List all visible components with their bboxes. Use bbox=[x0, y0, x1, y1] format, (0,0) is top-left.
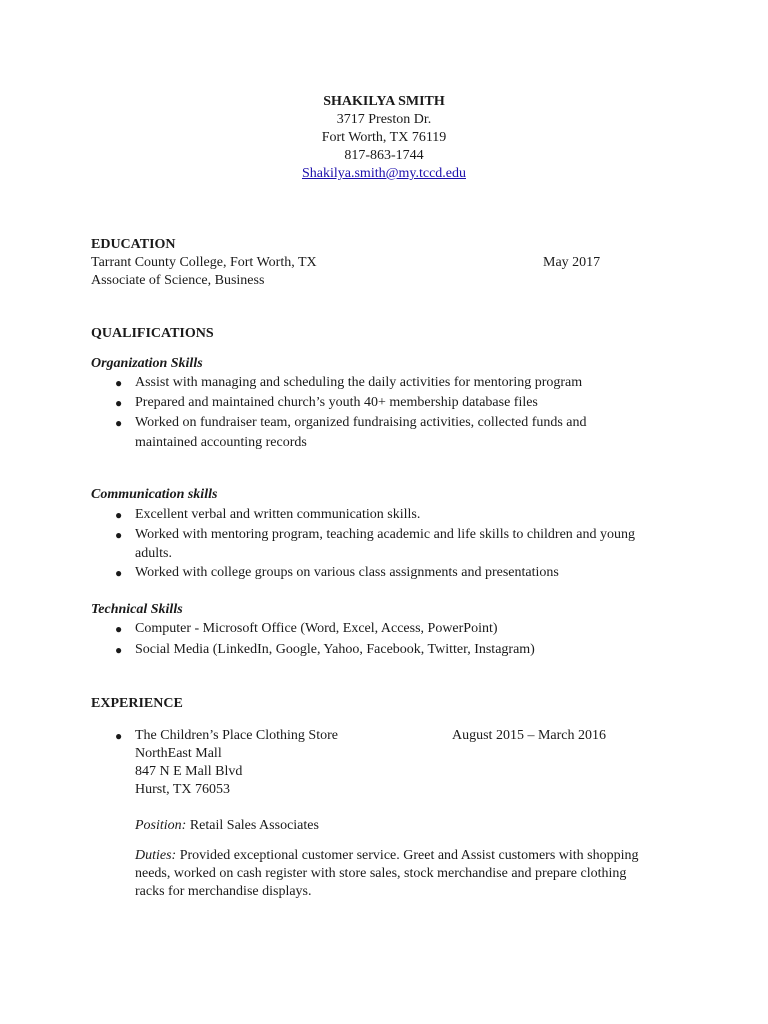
list-item: Worked with mentoring program, teaching academic and life skills to children and young bbox=[135, 527, 636, 542]
bullet-icon: ● bbox=[115, 396, 123, 410]
phone-number: 817-863-1744 bbox=[344, 148, 424, 163]
email-link[interactable]: Shakilya.smith@my.tccd.edu bbox=[301, 166, 466, 181]
bullet-icon: ● bbox=[115, 416, 123, 430]
experience-duties-line: needs, worked on cash register with store sales, stock merchandise and prepare clothing bbox=[135, 866, 627, 881]
duties-text: Provided exceptional customer service. Greet and Assist customers with shopping bbox=[179, 848, 639, 863]
experience-city: Hurst, TX 76053 bbox=[135, 782, 231, 797]
address-city: Fort Worth, TX 76119 bbox=[321, 130, 447, 145]
bullet-icon: ● bbox=[115, 622, 123, 636]
list-item: Computer - Microsoft Office (Word, Excel, Access, PowerPoint) bbox=[135, 621, 498, 636]
experience-employer: The Children’s Place Clothing Store bbox=[135, 728, 338, 743]
bullet-icon: ● bbox=[115, 508, 123, 522]
education-school: Tarrant County College, Fort Worth, TX bbox=[91, 255, 317, 270]
experience-position bbox=[135, 817, 319, 835]
list-item-continuation: adults. bbox=[135, 546, 172, 561]
experience-heading: EXPERIENCE bbox=[91, 696, 183, 711]
position-label: Position: bbox=[135, 818, 187, 833]
technical-skills-title: Technical Skills bbox=[91, 602, 183, 617]
list-item: Excellent verbal and written communication skills. bbox=[135, 507, 421, 522]
duties-label: Duties: bbox=[135, 848, 177, 863]
bullet-icon: ● bbox=[115, 729, 123, 743]
education-heading: EDUCATION bbox=[91, 237, 176, 252]
education-degree: Associate of Science, Business bbox=[91, 273, 265, 288]
position-value: Retail Sales Associates bbox=[189, 818, 319, 833]
experience-duties-line bbox=[135, 847, 639, 865]
bullet-icon: ● bbox=[115, 643, 123, 657]
organization-skills-title: Organization Skills bbox=[91, 356, 203, 371]
email-row bbox=[0, 165, 768, 183]
resume-name: SHAKILYA SMITH bbox=[323, 94, 445, 109]
experience-mall: NorthEast Mall bbox=[135, 746, 222, 761]
list-item: Prepared and maintained church’s youth 40+ membership database files bbox=[135, 395, 538, 410]
list-item-continuation: maintained accounting records bbox=[135, 435, 307, 450]
education-date: May 2017 bbox=[543, 255, 601, 270]
experience-duties-line: racks for merchandise displays. bbox=[135, 884, 312, 899]
list-item: Social Media (LinkedIn, Google, Yahoo, Facebook, Twitter, Instagram) bbox=[135, 642, 535, 657]
list-item: Worked on fundraiser team, organized fundraising activities, collected funds and bbox=[135, 415, 587, 430]
experience-street: 847 N E Mall Blvd bbox=[135, 764, 243, 779]
bullet-icon: ● bbox=[115, 376, 123, 390]
list-item: Assist with managing and scheduling the daily activities for mentoring program bbox=[135, 375, 583, 390]
address-street: 3717 Preston Dr. bbox=[336, 112, 432, 127]
list-item: Worked with college groups on various class assignments and presentations bbox=[135, 565, 559, 580]
qualifications-heading: QUALIFICATIONS bbox=[91, 326, 214, 341]
experience-dates: August 2015 – March 2016 bbox=[452, 728, 606, 743]
bullet-icon: ● bbox=[115, 566, 123, 580]
bullet-icon: ● bbox=[115, 528, 123, 542]
communication-skills-title: Communication skills bbox=[91, 487, 218, 502]
